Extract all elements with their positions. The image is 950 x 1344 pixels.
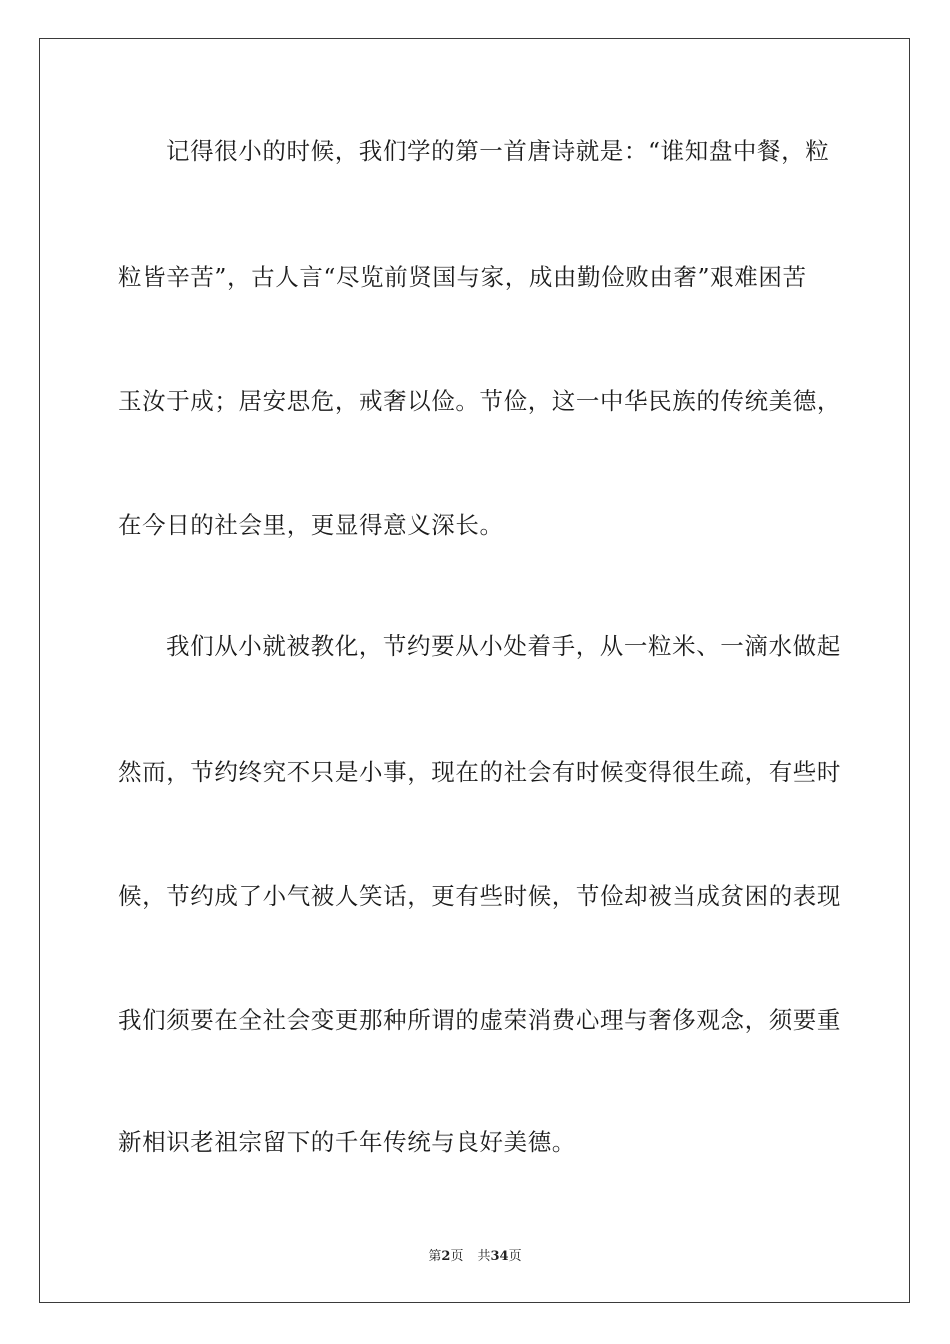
paragraph-2-line-3: 候，节约成了小气被人笑话，更有些时候，节俭却被当成贫困的表现 [118,882,841,910]
page-border [39,38,910,1303]
paragraph-1-line-3: 玉汝于成；居安思危，戒奢以俭。节俭，这一中华民族的传统美德， [118,387,841,415]
page-suffix: 页 [450,1249,464,1264]
total-prefix: 共 [477,1249,491,1264]
paragraph-1-line-1: 记得很小的时候，我们学的第一首唐诗就是：“谁知盘中餐，粒 [166,137,830,165]
page-footer [0,1249,950,1265]
paragraph-2-line-2: 然而，节约终究不只是小事，现在的社会有时候变得很生疏，有些时 [118,758,841,786]
total-pages: 34 [490,1249,509,1264]
paragraph-1-line-2: 粒皆辛苦”，古人言“尽览前贤国与家，成由勤俭败由奢”艰难困苦 [118,263,807,291]
total-suffix: 页 [508,1249,522,1264]
paragraph-1-line-4: 在今日的社会里，更显得意义深长。 [118,511,504,539]
page-number: 2 [441,1249,451,1264]
paragraph-2-line-4: 我们须要在全社会变更那种所谓的虚荣消费心理与奢侈观念，须要重 [118,1006,841,1034]
paragraph-2-line-1: 我们从小就被教化，节约要从小处着手，从一粒米、一滴水做起 [166,632,841,660]
page-prefix: 第 [428,1249,442,1264]
paragraph-2-line-5: 新相识老祖宗留下的千年传统与良好美德。 [118,1128,576,1156]
